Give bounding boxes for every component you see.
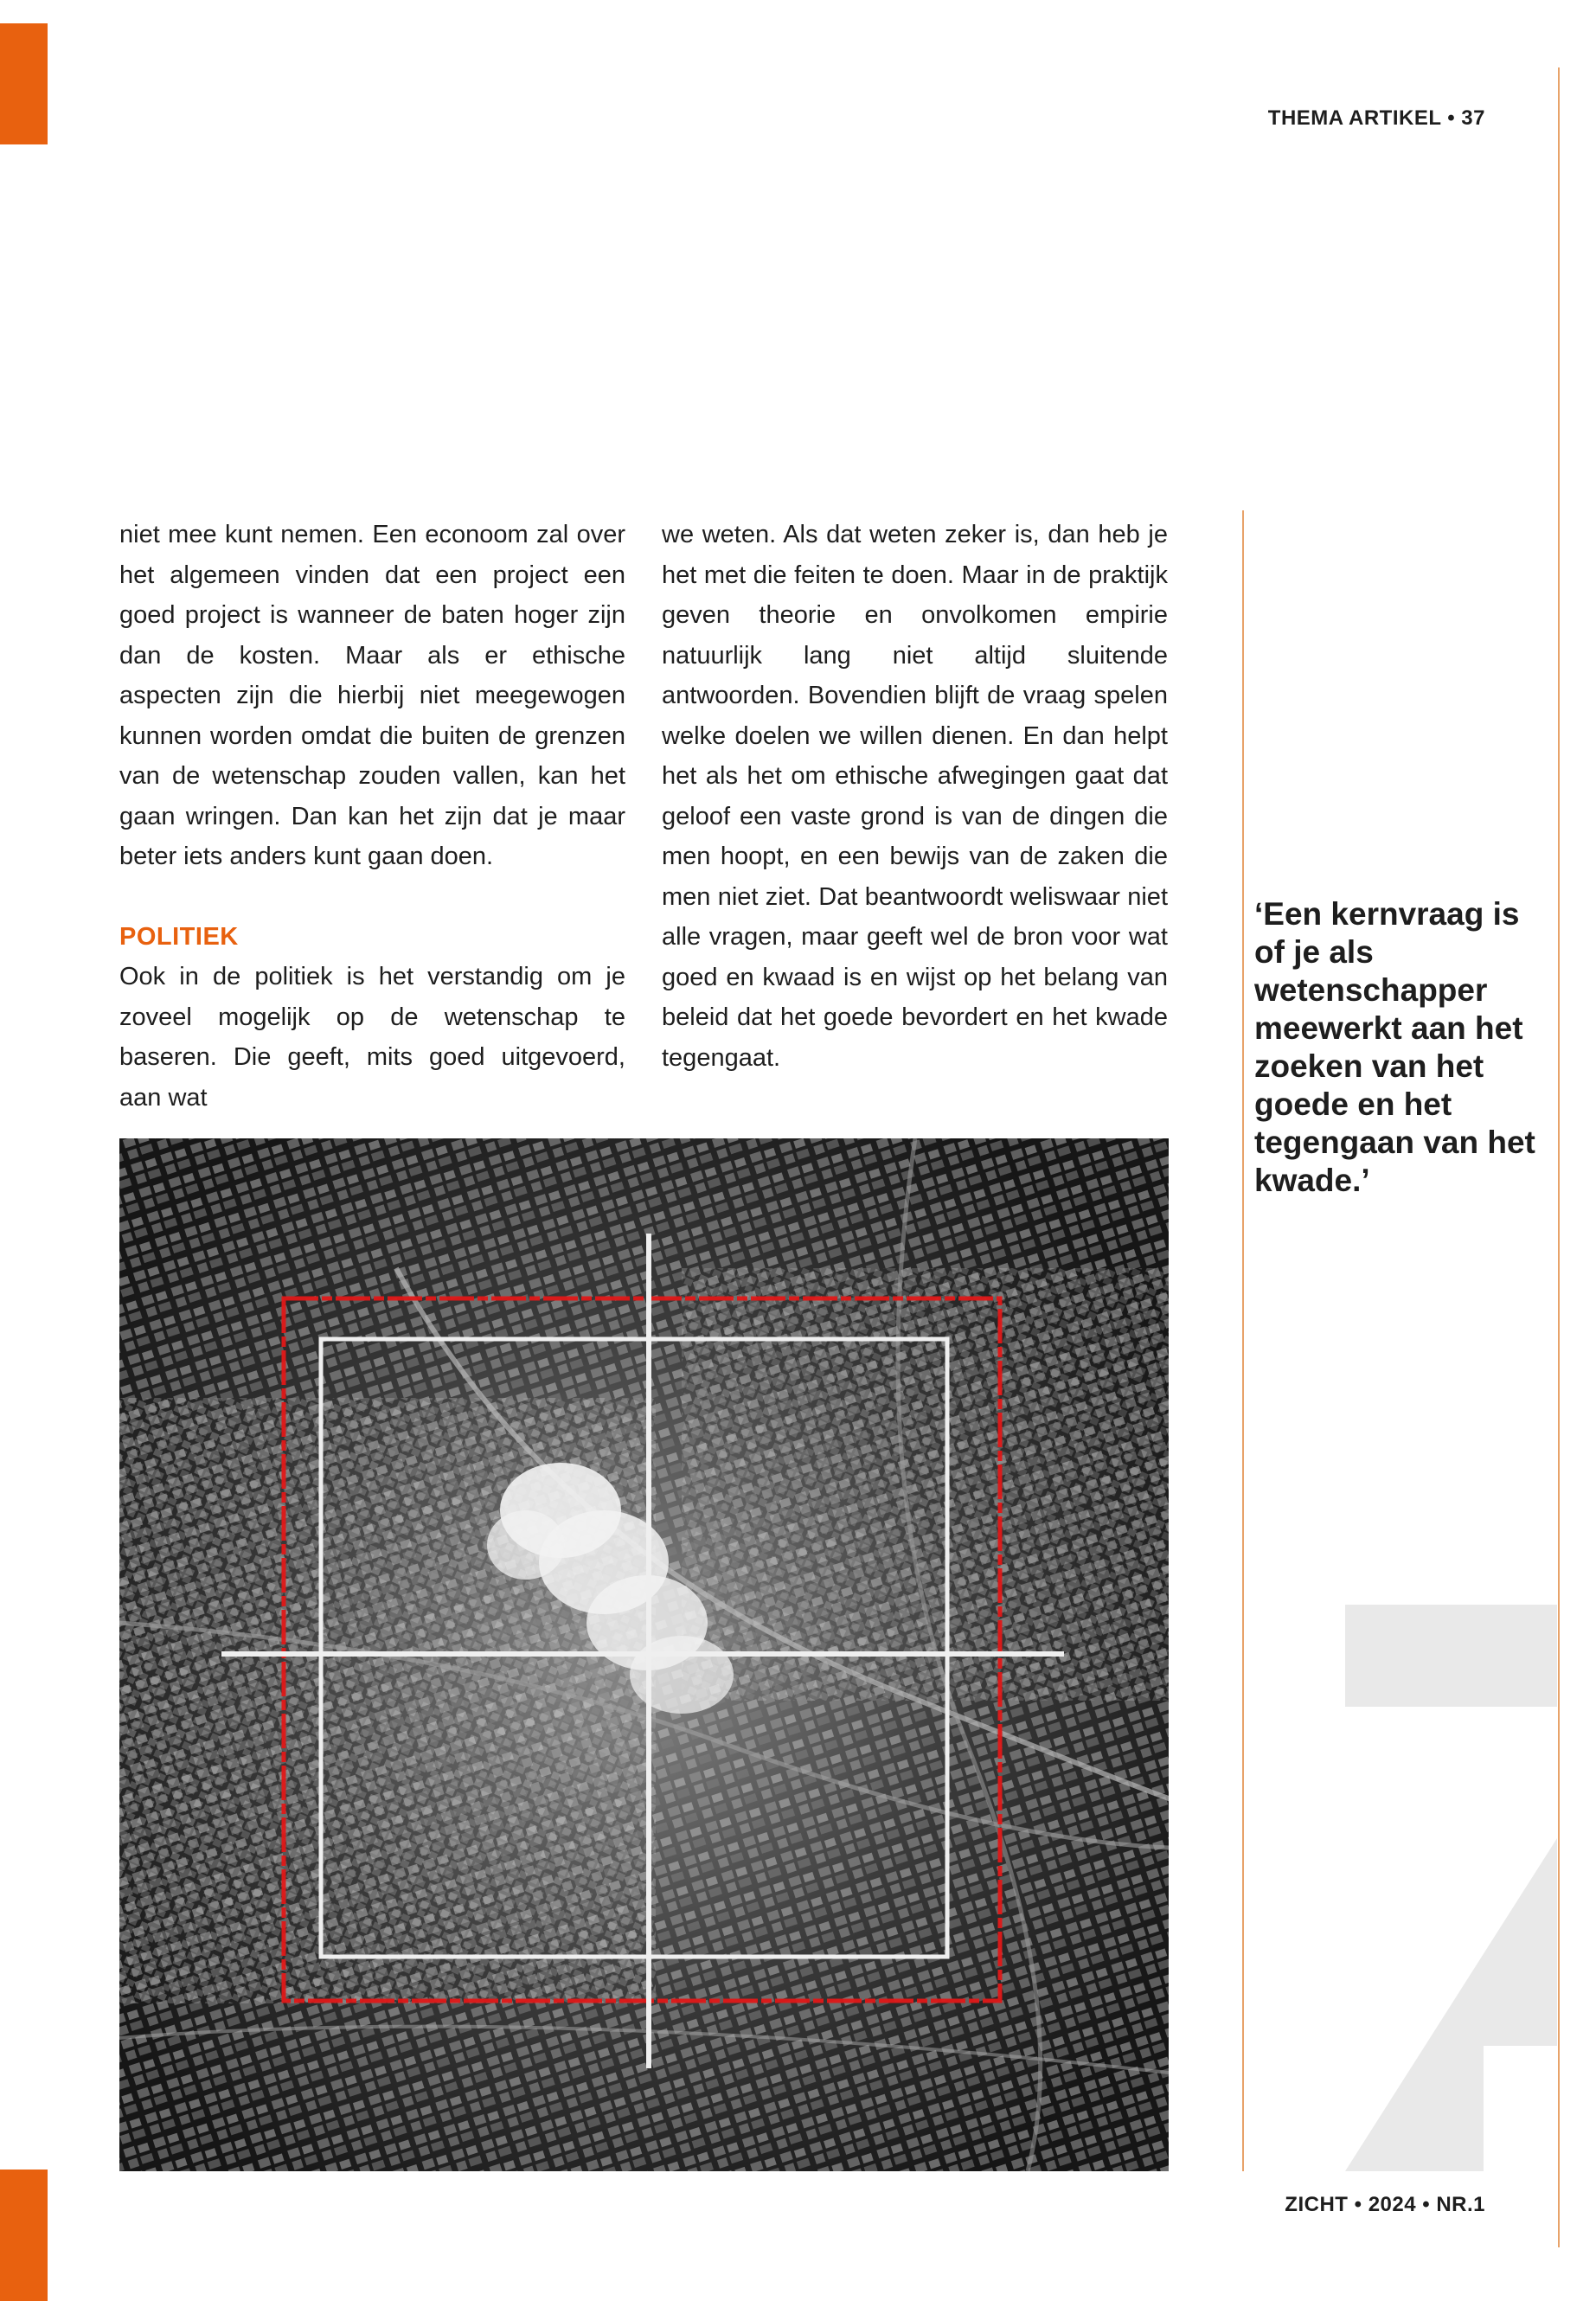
orange-edge-tab-bottom [0,2170,48,2301]
aerial-city-photo [119,1138,1169,2171]
body-paragraph: Ook in de politiek is het verstandig om je zoveel mogelijk op de wetenschap te baseren. Die geeft, mits goed uitgevoerd, aan wat [119,963,625,1112]
article-column-right [662,515,1168,1078]
background-numeral-graphic [1345,1605,1557,2171]
orange-edge-tab-top [0,23,48,144]
body-paragraph: niet mee kunt nemen. Een econoom zal over het algemeen vinden dat een project een goed project is wanneer de baten hoger zijn dan de kosten. Maar als er ethische aspecten zijn die hierbij niet meegewogen kunnen worden omdat die buiten de grenzen van de wetenschap zouden vallen, kan het gaan wringen. Dan kan het zijn dat je maar beter iets anders kunt gaan doen. [119,521,625,870]
sidebar-rule [1242,510,1244,2171]
pull-quote: ‘Een kernvraag is of je als wetenschapper meewerkt aan het zoeken van het goede en het tegengaan van het kwade.’ [1254,896,1535,1198]
running-head: THEMA ARTIKEL • 37 [1267,106,1485,130]
page-edge-rule [1558,67,1560,2247]
footer-issue: ZICHT • 2024 • NR.1 [1285,2193,1485,2216]
section-heading: POLITIEK [119,922,239,951]
article-column-left [119,515,625,1118]
body-paragraph: we weten. Als dat weten zeker is, dan heb je het met die feiten te doen. Maar in de praktijk geven theorie en onvolkomen empirie natuurlijk lang niet altijd sluitende antwoorden. Bovendien blijft de vraag spelen welke doelen we willen dienen. En dan helpt het als het om ethische afwegingen gaat dat geloof een vaste grond is van de dingen die men hoopt, en een bewijs van de zaken die men niet ziet. Dat beantwoordt weliswaar niet alle vragen, maar geeft wel de bron voor wat goed en kwaad is en wijst op het belang van beleid dat het goede bevordert en het kwade tegengaat. [662,521,1168,1072]
